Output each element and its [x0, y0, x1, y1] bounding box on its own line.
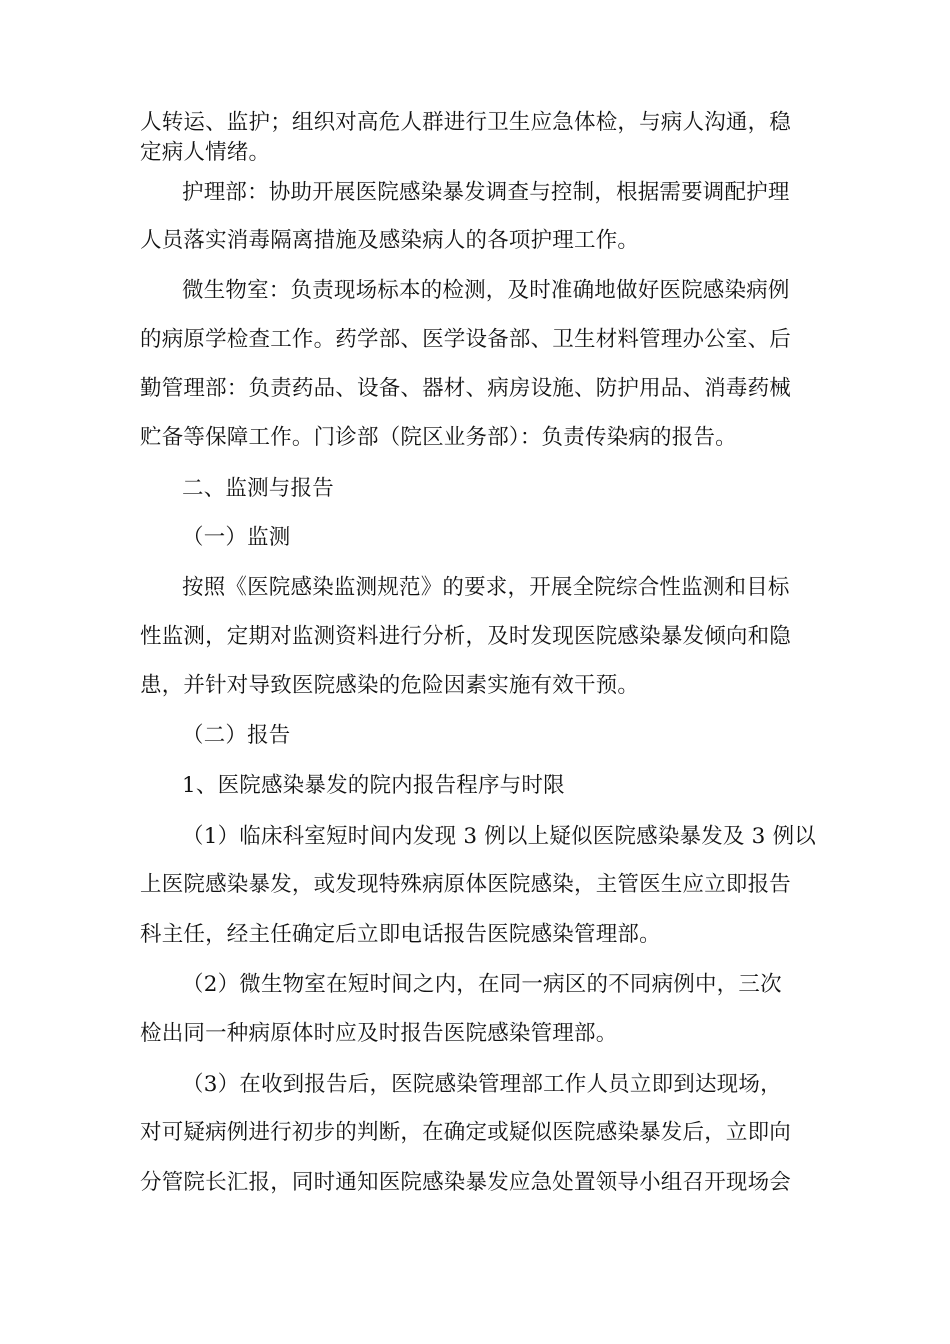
subsection-heading: （二）报告 — [182, 723, 291, 748]
text-line: 患，并针对导致医院感染的危险因素实施有效干预。 — [140, 673, 640, 698]
text-line: 检出同一种病原体时应及时报告医院感染管理部。 — [140, 1021, 618, 1046]
list-item: （2）微生物室在短时间之内，在同一病区的不同病例中，三次 — [182, 972, 782, 997]
text-line: 性监测，定期对监测资料进行分析，及时发现医院感染暴发倾向和隐 — [140, 624, 792, 649]
text-line: 贮备等保障工作。门诊部（院区业务部）：负责传染病的报告。 — [140, 425, 737, 450]
text-line: 人转运、监护；组织对高危人群进行卫生应急体检，与病人沟通，稳 — [140, 110, 792, 135]
text-line: 对可疑病例进行初步的判断，在确定或疑似医院感染暴发后，立即向 — [140, 1120, 792, 1145]
item-heading: 1、医院感染暴发的院内报告程序与时限 — [182, 773, 565, 798]
list-item: （3）在收到报告后，医院感染管理部工作人员立即到达现场， — [182, 1072, 782, 1097]
text-line: 定病人情绪。 — [140, 140, 271, 165]
paragraph-monitoring: 按照《医院感染监测规范》的要求，开展全院综合性监测和目标 — [182, 575, 790, 600]
subsection-heading: （一）监测 — [182, 525, 291, 550]
text-line: 分管院长汇报，同时通知医院感染暴发应急处置领导小组召开现场会 — [140, 1170, 792, 1195]
paragraph-microbiology-lab: 微生物室：负责现场标本的检测，及时准确地做好医院感染病例 — [182, 278, 790, 303]
text-line: 人员落实消毒隔离措施及感染病人的各项护理工作。 — [140, 228, 640, 253]
text-line: 科主任，经主任确定后立即电话报告医院感染管理部。 — [140, 922, 661, 947]
paragraph-nursing-dept: 护理部：协助开展医院感染暴发调查与控制，根据需要调配护理 — [182, 180, 790, 205]
text-line: 的病原学检查工作。药学部、医学设备部、卫生材料管理办公室、后 — [140, 327, 792, 352]
section-heading: 二、监测与报告 — [182, 476, 334, 501]
text-line: 勤管理部：负责药品、设备、器材、病房设施、防护用品、消毒药械 — [140, 376, 792, 401]
list-item: （1）临床科室短时间内发现 3 例以上疑似医院感染暴发及 3 例以 — [182, 824, 816, 849]
text-line: 上医院感染暴发，或发现特殊病原体医院感染，主管医生应立即报告 — [140, 872, 792, 897]
